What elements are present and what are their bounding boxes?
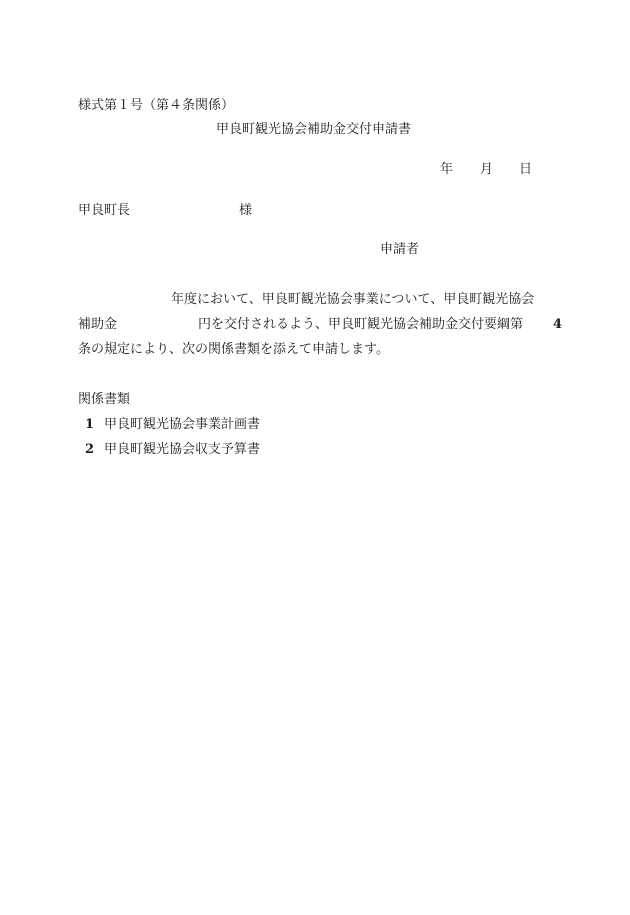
body-line-2-middle: 円を交付されるよう、甲良町観光協会補助金交付要綱第 (198, 317, 524, 332)
documents-heading: 関係書類 (78, 392, 131, 407)
list-item-number: 2 (85, 442, 95, 457)
form-number: 様式第１号（第４条関係） (78, 98, 235, 113)
addressee-honorific: 様 (239, 203, 253, 218)
body-line-3: 条の規定により、次の関係書類を添えて申請します。 (78, 342, 389, 357)
document-title: 甲良町観光協会補助金交付申請書 (216, 122, 412, 137)
applicant-label: 申請者 (380, 242, 420, 257)
list-item-label: 甲良町観光協会事業計画書 (104, 417, 261, 432)
date-month: 月 (480, 162, 494, 177)
body-line-2-article-number: 4 (553, 317, 563, 332)
date-year: 年 (440, 162, 454, 177)
body-line-2-start: 補助金 (78, 317, 118, 332)
addressee-name: 甲良町長 (78, 203, 131, 218)
list-item-label: 甲良町観光協会収支予算書 (104, 442, 261, 457)
list-item-number: 1 (85, 417, 95, 432)
body-line-1: 年度において、甲良町観光協会事業について、甲良町観光協会 (171, 292, 535, 307)
date-day: 日 (519, 162, 533, 177)
